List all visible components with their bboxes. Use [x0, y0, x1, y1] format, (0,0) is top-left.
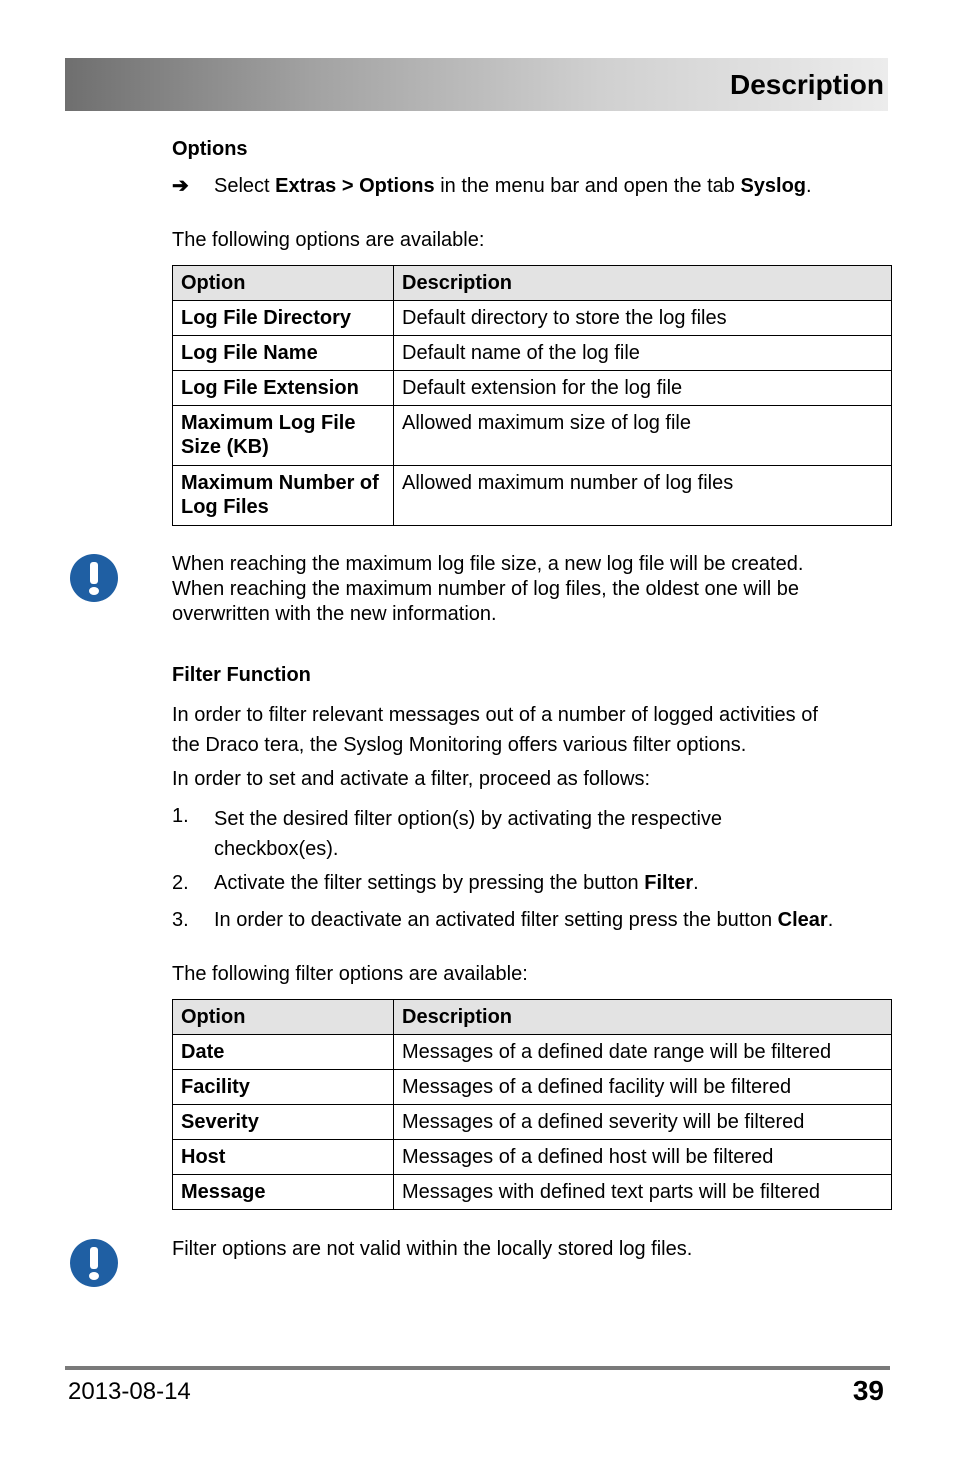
arrow-icon: ➔ [172, 175, 189, 197]
table-row [173, 1140, 892, 1175]
notice-line: When reaching the maximum log file size, a new log file will be created. [172, 553, 804, 575]
step-line: Set the desired filter option(s) by activating the respective [214, 808, 723, 830]
table-header-option: Option [173, 1000, 394, 1035]
option-description: Default name of the log file [394, 336, 892, 371]
step-number: 3. [172, 909, 189, 931]
option-name: Date [173, 1035, 394, 1070]
footer-divider [65, 1366, 890, 1370]
option-name: Log File Directory [173, 301, 394, 336]
filter-notice: Filter options are not valid within the locally stored log files. [172, 1238, 693, 1260]
option-name: Maximum Log File Size (KB) [173, 406, 394, 466]
paragraph-line: In order to filter relevant messages out of a number of logged activities of [172, 704, 818, 726]
table-row [173, 301, 892, 336]
important-notice-icon [70, 554, 118, 602]
instruction-prefix: Select [214, 175, 276, 197]
filter-paragraph [172, 700, 818, 760]
table-row [173, 406, 892, 466]
table-header-description: Description [394, 1000, 892, 1035]
option-name: Message [173, 1175, 394, 1210]
step-text [214, 871, 699, 895]
options-table [172, 265, 892, 526]
instruction-middle: in the menu bar and open the tab [434, 175, 741, 197]
table-row [173, 336, 892, 371]
step-number: 1. [172, 805, 189, 827]
option-description: Messages of a defined date range will be filtered [394, 1035, 892, 1070]
step-suffix: . [693, 872, 699, 894]
table-header-option: Option [173, 266, 394, 301]
page-title: Description [729, 69, 884, 100]
option-name: Severity [173, 1105, 394, 1140]
option-description: Messages of a defined host will be filtered [394, 1140, 892, 1175]
notice-line: When reaching the maximum number of log files, the oldest one will be [172, 578, 799, 600]
option-description: Allowed maximum size of log file [394, 406, 892, 466]
option-name: Log File Name [173, 336, 394, 371]
option-description: Messages of a defined severity will be filtered [394, 1105, 892, 1140]
step-prefix: In order to deactivate an activated filter setting press the button [214, 909, 778, 931]
table-row [173, 1175, 892, 1210]
table-row [173, 466, 892, 526]
table-header-description: Description [394, 266, 892, 301]
footer-date: 2013-08-14 [68, 1378, 191, 1405]
page-number: 39 [852, 1375, 884, 1406]
instruction-tab-name: Syslog [740, 175, 807, 197]
table-row [173, 371, 892, 406]
step-prefix: Activate the filter settings by pressing the button [214, 872, 645, 894]
page-header-bar [65, 58, 888, 111]
option-name: Maximum Number of Log Files [173, 466, 394, 526]
option-description: Messages with defined text parts will be filtered [394, 1175, 892, 1210]
notice-line: overwritten with the new information. [172, 603, 497, 625]
option-description: Default directory to store the log files [394, 301, 892, 336]
option-name: Facility [173, 1070, 394, 1105]
option-description: Default extension for the log file [394, 371, 892, 406]
instruction-suffix: . [806, 175, 812, 197]
option-name: Host [173, 1140, 394, 1175]
table-row [173, 1035, 892, 1070]
step-line: checkbox(es). [214, 838, 339, 860]
important-notice-icon [70, 1239, 118, 1287]
options-notice [172, 552, 803, 627]
filter-heading: Filter Function [172, 664, 311, 686]
options-instruction [214, 174, 812, 198]
paragraph-line: the Draco tera, the Syslog Monitoring offers various filter options. [172, 734, 747, 756]
filter-options-intro: The following filter options are available: [172, 963, 528, 985]
filter-button-name: Filter [644, 872, 694, 894]
clear-button-name: Clear [777, 909, 828, 931]
step-text [214, 908, 833, 932]
instruction-menu-path: Extras > Options [275, 175, 435, 197]
option-description: Messages of a defined facility will be filtered [394, 1070, 892, 1105]
filter-options-table [172, 999, 892, 1210]
table-row [173, 1105, 892, 1140]
table-header-row [173, 266, 892, 301]
table-header-row [173, 1000, 892, 1035]
step-suffix: . [827, 909, 834, 931]
filter-procedure-intro: In order to set and activate a filter, proceed as follows: [172, 768, 651, 790]
options-intro: The following options are available: [172, 229, 485, 251]
table-row [173, 1070, 892, 1105]
option-description: Allowed maximum number of log files [394, 466, 892, 526]
step-number: 2. [172, 872, 189, 894]
options-heading: Options [172, 138, 248, 160]
option-name: Log File Extension [173, 371, 394, 406]
step-text [214, 804, 722, 864]
